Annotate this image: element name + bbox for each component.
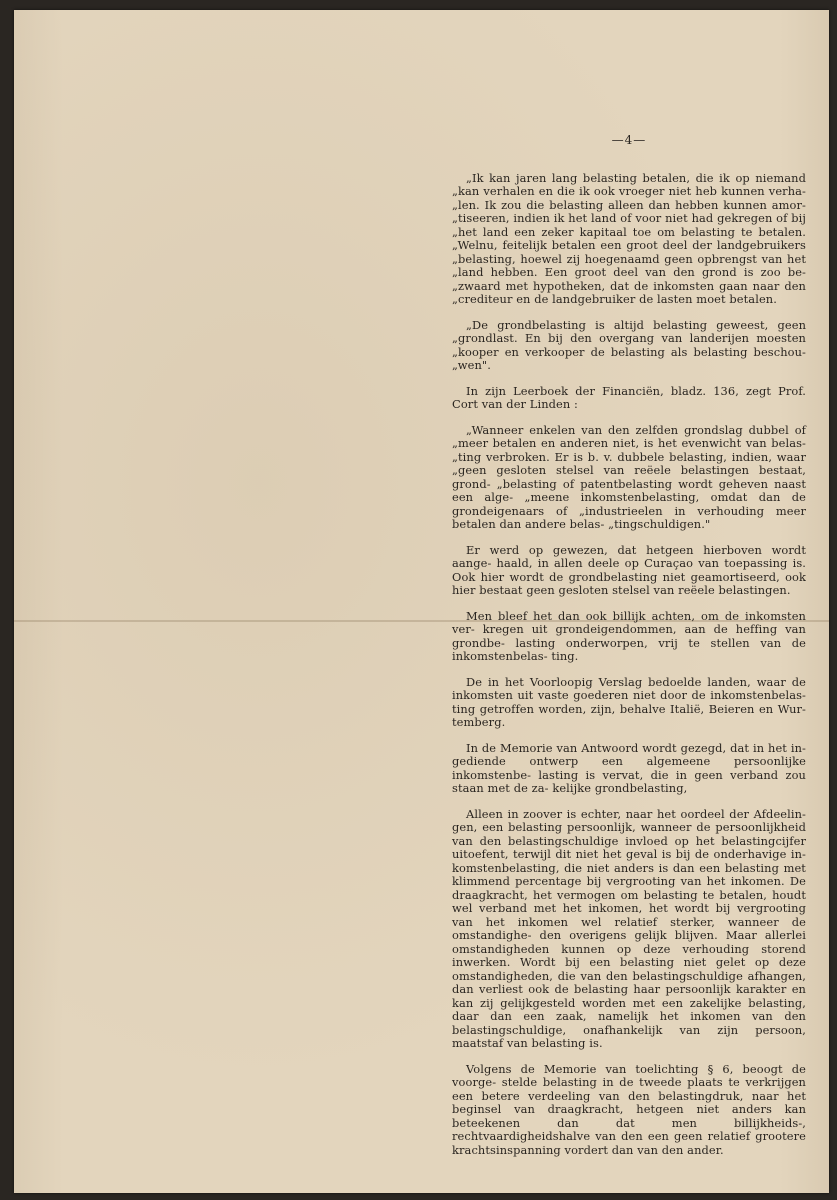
page-text-column: [452, 134, 806, 1169]
paragraph-4: „Wanneer enkelen van den zelfden grondslag dubbel of „meer betalen en anderen niet, is het evenwicht van belas- „ting verbroken. Er is b. v. dubbele belasting, indien, waar „geen gesloten stelsel van reëele belastingen bestaat, grond- „belasting of patentbelasting wordt geheven naast een alge- „meene inkomstenbelasting, omdat dan de grondeigenaars of „industrieelen in verhouding meer betalen dan andere belas- „tingschuldigen.": [452, 422, 806, 531]
paragraph-3: In zijn Leerboek der Financiën, bladz. 136, zegt Prof. Cort van der Linden :: [452, 383, 806, 411]
paragraph-2: „De grondbelasting is altijd belasting geweest, geen „grondlast. En bij den overgang van landerijen moesten „kooper en verkooper de belasting als belasting beschou- „wen".: [452, 317, 806, 372]
paragraph-6: Men bleef het dan ook billijk achten, om de inkomsten ver- kregen uit grondeigendommen, aan de heffing van grondbe- lasting onderworpen, vrij te stellen van de inkomstenbelas- ting.: [452, 608, 806, 663]
paragraph-7: De in het Voorloopig Verslag bedoelde landen, waar de inkomsten uit vaste goederen niet door de inkomstenbelas- ting getroffen worden, zijn, behalve Italië, Beieren en Wur- temberg.: [452, 674, 806, 729]
paragraph-1: „Ik kan jaren lang belasting betalen, die ik op niemand „kan verhalen en die ik ook vroeger niet heb kunnen verha- „len. Ik zou die belasting alleen dan hebben kunnen amor- „tiseeren, indien ik het land of voor niet had gekregen of bij „het land een zeker kapitaal toe om belasting te betalen. „Welnu, feitelijk betalen een groot deel der landgebruikers „belasting, hoewel zij hoegenaamd geen opbrengst van het „land hebben. Een groot deel van den grond is zoo be- „zwaard met hypotheken, dat de inkomsten gaan naar den „crediteur en de landgebruiker de lasten moet betalen.: [452, 170, 806, 306]
paragraph-5: Er werd op gewezen, dat hetgeen hierboven wordt aange- haald, in allen deele op Curaçao van toepassing is. Ook hier wordt de grondbelasting niet geamortiseerd, ook hier bestaat geen gesloten stelsel van reëele belastingen.: [452, 542, 806, 597]
paragraph-8: In de Memorie van Antwoord wordt gezegd, dat in het in- gediende ontwerp een algemeene persoonlijke inkomstenbe- lasting is vervat, die in geen verband zou staan met de za- kelijke grondbelasting,: [452, 740, 806, 795]
page-number: —4—: [611, 133, 647, 147]
document-page: [14, 10, 829, 1193]
paragraph-9: Alleen in zoover is echter, naar het oordeel der Afdeelin- gen, een belasting persoonlijk, wanneer de persoonlijkheid van den belastingschuldige invloed op het belastingcijfer uitoefent, terwijl dit niet het geval is bij de onderhavige in- komstenbelasting, die niet anders is dan een belasting met klimmend percentage bij vergrooting van het inkomen. De draagkracht, het vermogen om belasting te betalen, houdt wel verband met het inkomen, het wordt bij vergrooting van het inkomen wel relatief sterker, wanneer de omstandighe- den overigens gelijk blijven. Maar allerlei omstandigheden kunnen op deze verhouding storend inwerken. Wordt bij een belasting niet gelet op deze omstandigheden, die van den belastingschuldige afhangen, dan verliest ook de belasting haar persoonlijk karakter en kan zij gelijkgesteld worden met een zakelijke belasting, daar dan een zaak, namelijk het inkomen van den belastingschuldige, onafhankelijk van zijn persoon, maatstaf van belasting is.: [452, 806, 806, 1050]
paragraph-10: Volgens de Memorie van toelichting § 6, beoogt de voorge- stelde belasting in de tweede plaats te verkrijgen een betere verdeeling van den belastingdruk, naar het beginsel van draagkracht, hetgeen niet anders kan beteekenen dan dat men billijkheids-, rechtvaardigheidshalve van den een geen relatief grootere krachtsinspanning vordert dan van den ander.: [452, 1061, 806, 1157]
